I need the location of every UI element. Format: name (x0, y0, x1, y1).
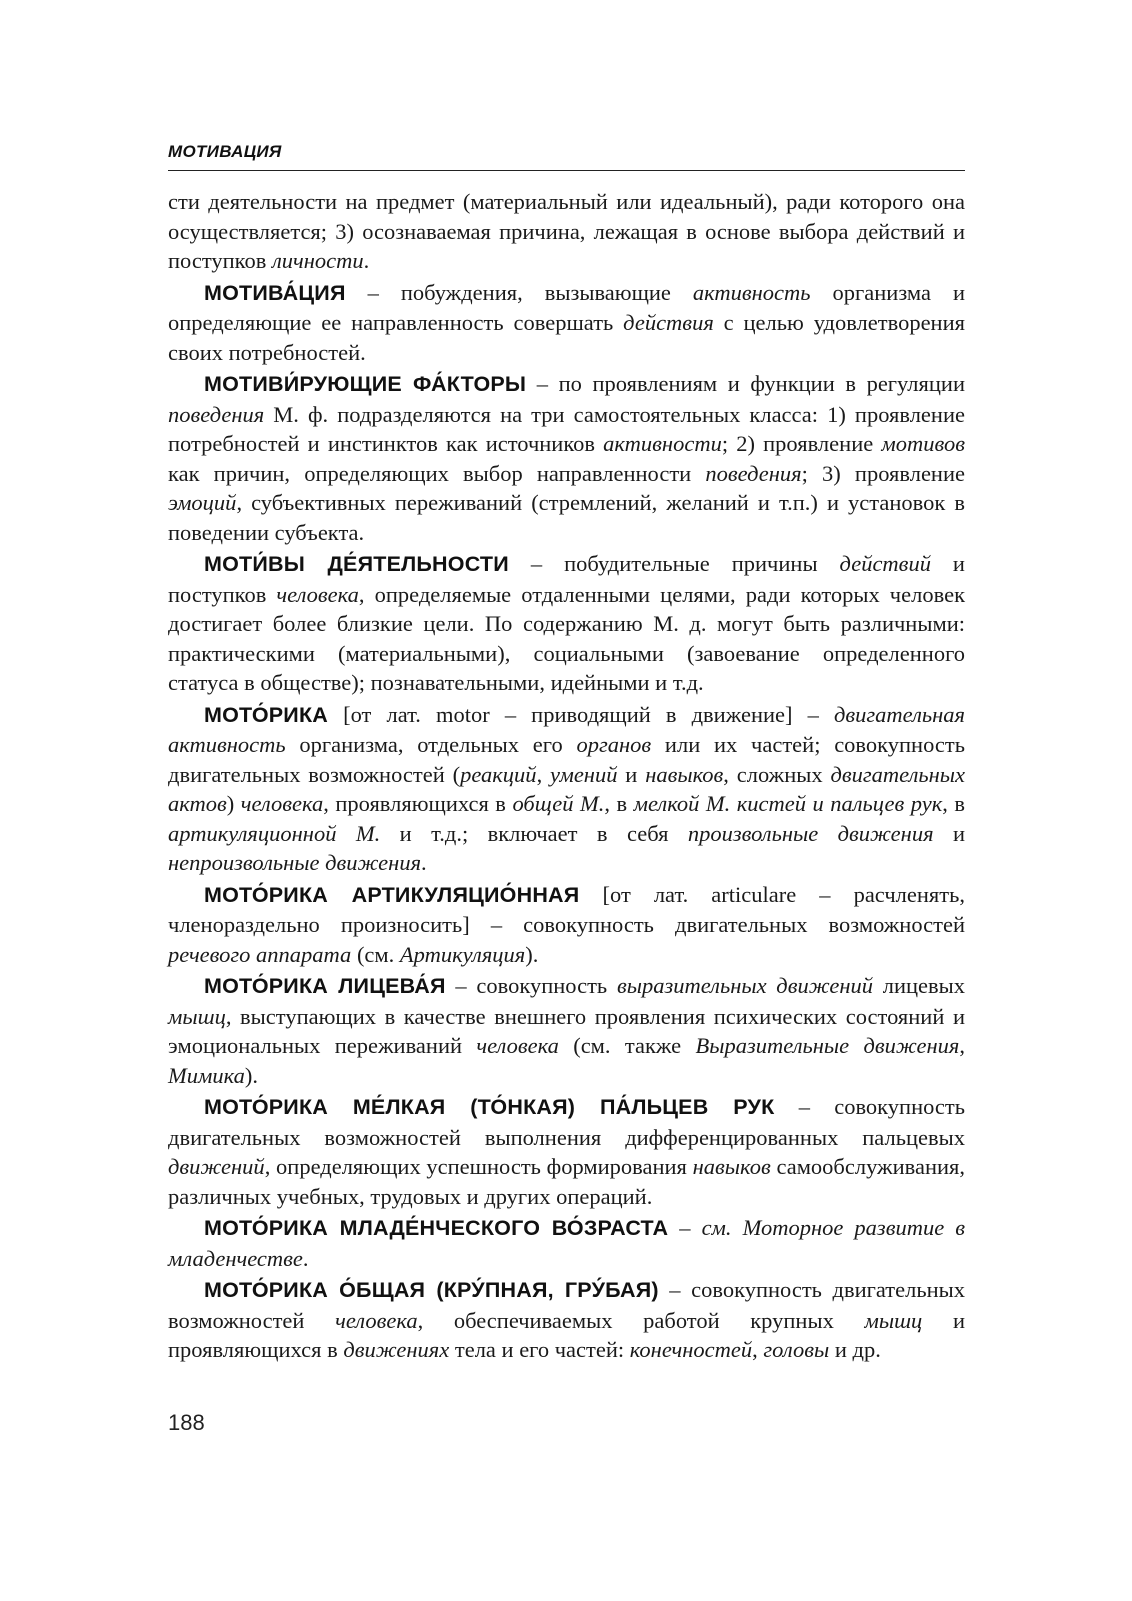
italic-term: мышц (168, 1003, 226, 1029)
entry-text: , обеспечиваемых работой крупных (417, 1307, 865, 1333)
italic-term: человека (476, 1033, 559, 1058)
entry-text: – совокупность двигательных возможностей выполнения дифференцированных пальцевых (168, 1094, 966, 1150)
italic-term: органов (576, 732, 652, 757)
dictionary-entry (168, 369, 965, 547)
entry-text: – побудительные причины (508, 551, 840, 576)
italic-term: произвольные движения (687, 820, 934, 846)
entry-headword: МОТИВА́ЦИЯ (204, 280, 346, 305)
italic-term: мышц (864, 1307, 923, 1333)
italic-term: активность (692, 279, 811, 305)
entry-headword: МОТО́РИКА ЛИЦЕВА́Я (204, 974, 446, 998)
entry-text: сти деятельности на предмет (материальный или идеальный), ради которого она осуществляется; 3) осознаваемая причина, лежащая в основе выбора действий и поступков (168, 189, 965, 273)
entry-text: М. ф. подразделяются на три самостоятельных класса: 1) проявление потребностей и инстинктов как источников (168, 401, 965, 456)
italic-term: действий (839, 551, 931, 576)
entry-text: – по проявлениям и функции в регуляции (526, 371, 965, 396)
dictionary-entry (168, 1275, 965, 1365)
entry-text: ; 3) проявление (801, 460, 965, 486)
entry-text: , выступающих в качестве внешнего проявления психических состояний и эмоциональных переживаний (168, 1003, 965, 1058)
italic-term: поведения (705, 460, 802, 486)
entry-text: , в (604, 791, 634, 816)
running-head: МОТИВАЦИЯ (168, 142, 282, 161)
italic-term: двигательная активность (168, 701, 965, 757)
italic-term: непроизвольные движения (168, 850, 422, 875)
italic-term: см. Моторное развитие в младенчестве (168, 1215, 966, 1271)
entry-text: , (536, 761, 551, 787)
entry-text: – совокупность двигательных возможностей (168, 1277, 965, 1333)
entry-text: . (363, 248, 370, 273)
header-rule (168, 170, 965, 171)
italic-term: Артикуляция (399, 941, 526, 967)
italic-term: Выразительные движения (695, 1033, 960, 1058)
entry-text: ). (525, 941, 539, 967)
entry-text: . (302, 1245, 309, 1271)
entry-text: [от лат. articulare – расчленять, членораздельно произносить] – совокупность двигательных возможностей (168, 881, 965, 937)
entry-headword: МОТО́РИКА О́БЩАЯ (КРУ́ПНАЯ, ГРУ́БАЯ) (204, 1278, 659, 1302)
page-number: 188 (168, 1410, 205, 1435)
entry-text: . (421, 850, 427, 875)
entry-text: и поступков (168, 551, 965, 607)
entry-text: и т.д.; включает в себя (380, 820, 688, 846)
entry-text: , (959, 1033, 965, 1058)
entry-text: , проявляющихся в (323, 791, 513, 816)
entry-text: тела и его частей: (449, 1337, 630, 1362)
entry-text: и проявляющихся в (168, 1307, 965, 1362)
dictionary-entry (168, 880, 965, 970)
italic-term: человека (276, 581, 359, 607)
italic-term: мелкой М. кистей и пальцев рук (633, 791, 943, 816)
italic-term: человека (240, 791, 324, 816)
entry-text: и (933, 820, 966, 846)
italic-term: активности (603, 431, 722, 456)
italic-term: общей М. (512, 791, 605, 816)
entry-text: – (668, 1215, 702, 1240)
entry-text: или их частей; совокупность двигательных возможностей ( (168, 732, 965, 787)
entry-headword: МОТО́РИКА (204, 702, 328, 727)
italic-term: действия (623, 310, 714, 335)
entry-headword: МОТО́РИКА МЛАДЕ́НЧЕСКОГО ВО́ЗРАСТА (204, 1216, 669, 1240)
entry-headword: МОТИВИ́РУЮЩИЕ ФА́КТОРЫ (204, 372, 527, 396)
entry-text: ; 2) проявление (721, 431, 882, 456)
dictionary-entry (168, 278, 965, 368)
entry-text: , (752, 1337, 764, 1362)
italic-term: артикуляционной М. (168, 820, 381, 846)
entry-text: организма, отдельных его (285, 732, 577, 757)
entry-text: , определяющих успешность формирования (264, 1154, 693, 1179)
entry-text: , сложных (723, 761, 831, 787)
entry-text: , субъективных переживаний (стремлений, желаний и т.п.) и установок в поведении субъекта. (168, 490, 965, 545)
entry-text: ) (226, 791, 241, 816)
italic-term: навыков (692, 1154, 771, 1179)
entry-text: с целью удовлетворения своих потребностей. (168, 310, 965, 365)
entry-text: как причин, определяющих выбор направленности (168, 460, 706, 486)
italic-term: двигательных актов (168, 761, 966, 816)
italic-term: реакций (460, 761, 537, 787)
entry-text: – побуждения, вызывающие (345, 279, 693, 305)
entry-text: самообслуживания, различных учебных, трудовых и других операций. (168, 1154, 966, 1209)
italic-term: выразительных движений (616, 973, 873, 998)
dictionary-entry (168, 549, 965, 698)
entry-text: лицевых (873, 973, 966, 998)
entry-text: организма и определяющие ее направленность совершать (168, 279, 965, 335)
entry-text: ). (244, 1062, 258, 1088)
italic-term: движениях (343, 1337, 450, 1362)
entry-headword: МОТИ́ВЫ ДЕ́ЯТЕЛЬНОСТИ (204, 552, 509, 576)
italic-term: конечностей (629, 1337, 753, 1362)
italic-term: умений (550, 761, 618, 787)
dictionary-entry (168, 1092, 965, 1211)
entry-text: (см. (351, 941, 400, 967)
page-body (168, 187, 965, 1367)
italic-term: головы (763, 1337, 830, 1362)
entry-text: и (617, 761, 646, 787)
entry-headword: МОТО́РИКА АРТИКУЛЯЦИО́ННАЯ (204, 882, 580, 907)
italic-term: личности (271, 248, 364, 273)
dictionary-entry (168, 971, 965, 1090)
dictionary-entry (168, 700, 965, 878)
italic-term: движений (168, 1154, 265, 1179)
entry-headword: МОТО́РИКА МЕ́ЛКАЯ (ТО́НКАЯ) ПА́ЛЬЦЕВ РУК (204, 1095, 775, 1119)
italic-term: Мимика (168, 1062, 245, 1088)
italic-term: навыков (645, 761, 724, 787)
italic-term: поведения (168, 401, 265, 427)
entry-text: (см. также (558, 1033, 696, 1058)
entry-text: , определяемые отдаленными целями, ради которых человек достигает более близкие цели. По содержанию М. д. могут быть различными: практическими (материальными), социальными (завоевание определенного статуса в обществе); познавательными, идейными и т.д. (168, 581, 965, 695)
dictionary-entry (168, 1213, 965, 1273)
entry-text: и др. (829, 1337, 881, 1362)
entry-text: , в (942, 791, 966, 816)
italic-term: речевого аппарата (168, 941, 352, 967)
italic-term: человека (335, 1307, 418, 1333)
entry-text: [от лат. motor – приводящий в движение] – (328, 701, 834, 727)
entry-text: – совокупность (445, 973, 617, 998)
italic-term: эмоций (168, 490, 237, 515)
italic-term: мотивов (881, 431, 965, 456)
continued-paragraph (168, 187, 965, 276)
